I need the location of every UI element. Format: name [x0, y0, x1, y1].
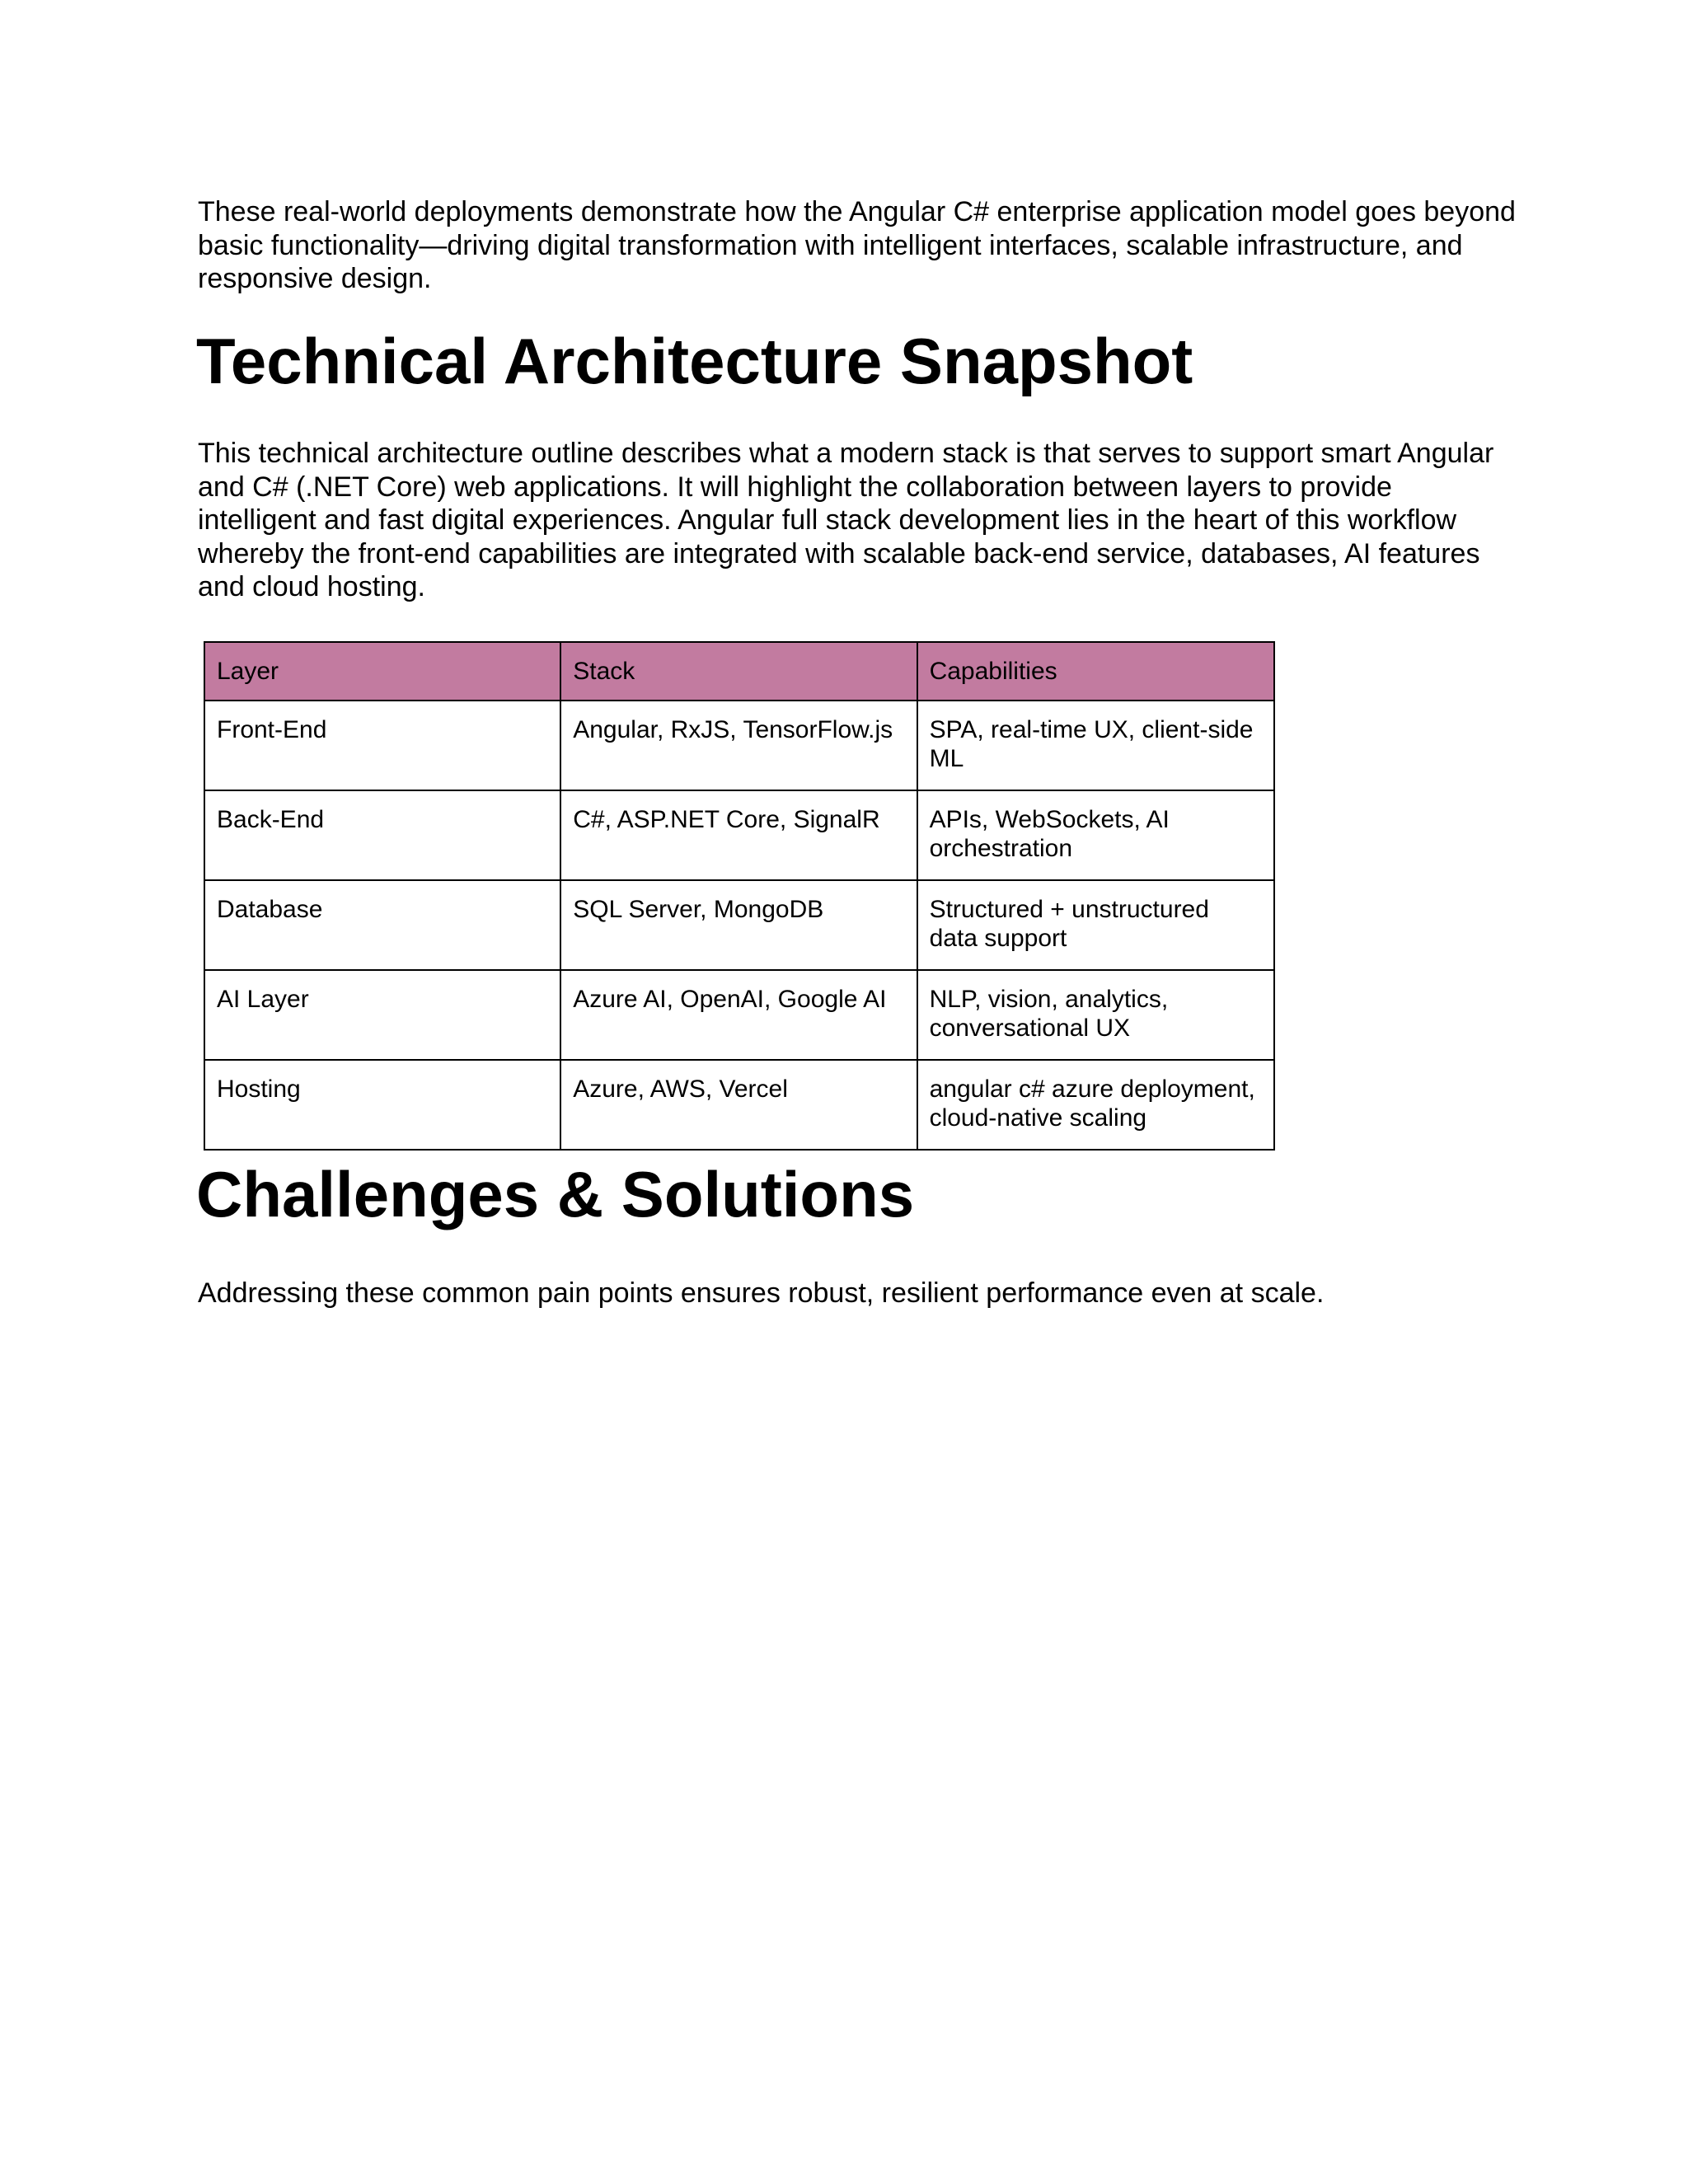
intro-paragraph: These real-world deployments demonstrate how the Angular C# enterprise application model goes beyond basic functionality—driving digital transformation with intelligent interfaces, scalable infrastructure, and responsive design.	[198, 196, 1516, 294]
table-row	[204, 880, 1274, 970]
table-cell-stack: SQL Server, MongoDB	[560, 880, 917, 970]
table-cell-stack: Azure, AWS, Vercel	[560, 1060, 917, 1150]
table-cell-capabilities: NLP, vision, analytics, conversational UX	[917, 970, 1274, 1060]
table-cell-layer: AI Layer	[204, 970, 560, 1060]
table-cell-capabilities: Structured + unstructured data support	[917, 880, 1274, 970]
table-cell-layer: Hosting	[204, 1060, 560, 1150]
table-cell-capabilities: APIs, WebSockets, AI orchestration	[917, 790, 1274, 880]
table-cell-layer: Back-End	[204, 790, 560, 880]
section-heading-architecture: Technical Architecture Snapshot	[196, 325, 1193, 397]
table-cell-stack: Azure AI, OpenAI, Google AI	[560, 970, 917, 1060]
architecture-table	[204, 641, 1275, 1151]
table-cell-capabilities: angular c# azure deployment, cloud-native scaling	[917, 1060, 1274, 1150]
table-cell-layer: Front-End	[204, 701, 560, 790]
table-row	[204, 790, 1274, 880]
section-heading-challenges: Challenges & Solutions	[196, 1158, 915, 1230]
table-cell-capabilities: SPA, real-time UX, client-side ML	[917, 701, 1274, 790]
table-row	[204, 970, 1274, 1060]
column-header-layer: Layer	[204, 642, 560, 701]
table-cell-layer: Database	[204, 880, 560, 970]
challenges-paragraph: Addressing these common pain points ensures robust, resilient performance even at scale.	[198, 1277, 1325, 1309]
table-row	[204, 701, 1274, 790]
table-row	[204, 1060, 1274, 1150]
column-header-capabilities: Capabilities	[917, 642, 1274, 701]
table-cell-stack: Angular, RxJS, TensorFlow.js	[560, 701, 917, 790]
table-cell-stack: C#, ASP.NET Core, SignalR	[560, 790, 917, 880]
table-header-row	[204, 642, 1274, 701]
column-header-stack: Stack	[560, 642, 917, 701]
architecture-paragraph: This technical architecture outline describes what a modern stack is that serves to support smart Angular and C# (.NET Core) web applications. It will highlight the collaboration between layers to provide intelligent and fast digital experiences. Angular full stack development lies in the heart of this workflow whereby the front-end capabilities are integrated with scalable back-end service, databases, AI features and cloud hosting.	[198, 438, 1494, 602]
